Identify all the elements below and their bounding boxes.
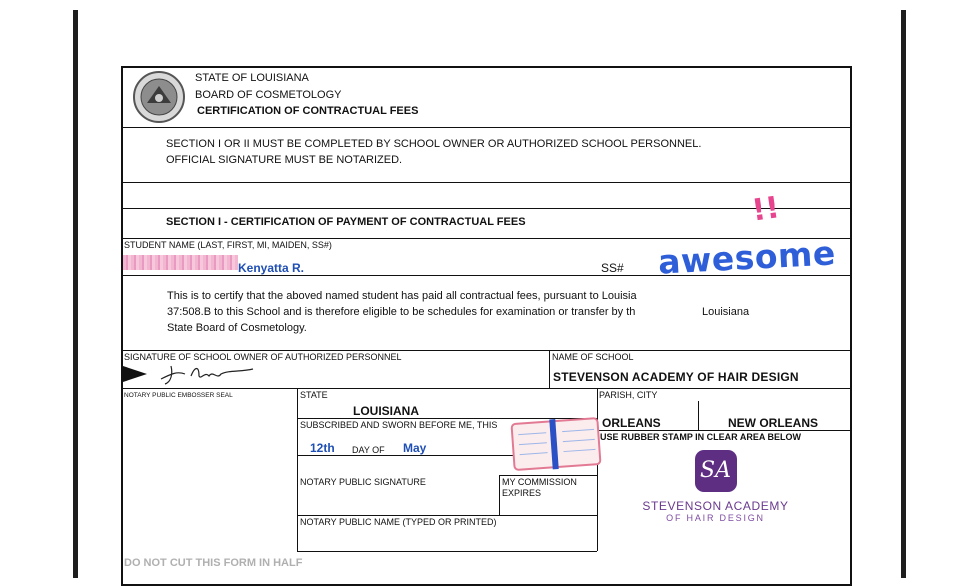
city-value: NEW ORLEANS bbox=[728, 416, 818, 430]
month-value: May bbox=[403, 441, 427, 455]
school-name: STEVENSON ACADEMY OF HAIR DESIGN bbox=[553, 370, 799, 384]
form-title: CERTIFICATION OF CONTRACTUAL FEES bbox=[197, 105, 419, 117]
parish-value: ORLEANS bbox=[602, 416, 661, 430]
divider bbox=[123, 208, 852, 209]
student-first-name: Kenyatta R. bbox=[238, 261, 305, 275]
divider bbox=[123, 350, 852, 351]
certification-line-2-end: Louisiana bbox=[702, 306, 750, 318]
notebook-sticker bbox=[509, 413, 605, 475]
school-name-label: NAME OF SCHOOL bbox=[552, 352, 634, 362]
divider bbox=[597, 430, 852, 431]
handwritten-signature bbox=[159, 362, 255, 386]
instruction-line-1: SECTION I OR II MUST BE COMPLETED BY SCHOOL OWNER OR AUTHORIZED SCHOOL PERSONNEL. bbox=[166, 138, 702, 150]
right-border-bar bbox=[901, 10, 906, 578]
notary-seal-label: NOTARY PUBLIC EMBOSSER SEAL bbox=[124, 392, 233, 399]
notary-signature-label: NOTARY PUBLIC SIGNATURE bbox=[300, 477, 426, 487]
state-seal-icon bbox=[132, 70, 186, 124]
day-of-label: DAY OF bbox=[352, 445, 385, 455]
academy-logo bbox=[618, 450, 813, 532]
certification-line-1: This is to certify that the aboved named student has paid all contractual fees, pursuant to Louisia bbox=[167, 290, 637, 302]
divider bbox=[499, 475, 500, 515]
state-label: STATE bbox=[300, 390, 328, 400]
student-name-label: STUDENT NAME (LAST, FIRST, MI, MAIDEN, SS#) bbox=[124, 240, 332, 250]
parish-city-label: PARISH, CITY bbox=[599, 390, 658, 400]
ss-label: SS# bbox=[601, 261, 624, 275]
academy-monogram-icon: SA bbox=[695, 450, 737, 492]
commission-label-2: EXPIRES bbox=[502, 488, 542, 498]
section-1-title: SECTION I - CERTIFICATION OF PAYMENT OF CONTRACTUAL FEES bbox=[166, 216, 526, 228]
certification-line-2: 37:508.B to this School and is therefore eligible to be schedules for examination or transfer by th bbox=[167, 306, 636, 318]
awesome-sticker: awesome bbox=[657, 233, 837, 282]
divider bbox=[698, 401, 699, 431]
sworn-label: SUBSCRIBED AND SWORN BEFORE ME, THIS bbox=[300, 420, 498, 430]
signature-label: SIGNATURE OF SCHOOL OWNER OF AUTHORIZED PERSONNEL bbox=[124, 352, 402, 362]
board-name: BOARD OF COSMETOLOGY bbox=[195, 89, 342, 101]
certification-line-3: State Board of Cosmetology. bbox=[167, 322, 307, 334]
divider bbox=[297, 388, 298, 551]
instruction-line-2: OFFICIAL SIGNATURE MUST BE NOTARIZED. bbox=[166, 154, 403, 166]
day-value: 12th bbox=[310, 441, 335, 455]
footer-note: DO NOT CUT THIS FORM IN HALF bbox=[124, 557, 303, 569]
commission-label-1: MY COMMISSION bbox=[502, 477, 577, 487]
signature-arrow-icon bbox=[123, 365, 149, 383]
divider bbox=[549, 350, 550, 388]
divider bbox=[297, 515, 597, 516]
divider bbox=[499, 475, 597, 476]
redacted-name bbox=[123, 255, 238, 270]
academy-logo-subtitle: OF HAIR DESIGN bbox=[666, 513, 765, 523]
divider bbox=[297, 551, 597, 552]
left-border-bar bbox=[73, 10, 78, 578]
state-value: LOUISIANA bbox=[353, 404, 419, 418]
divider bbox=[123, 182, 852, 183]
rubber-stamp-label: USE RUBBER STAMP IN CLEAR AREA BELOW bbox=[600, 432, 802, 442]
divider bbox=[123, 127, 852, 128]
certification-form bbox=[121, 66, 852, 586]
divider bbox=[123, 388, 852, 389]
academy-logo-name: STEVENSON ACADEMY bbox=[642, 499, 789, 513]
sticker-exclamations: !! bbox=[749, 190, 782, 229]
state-name: STATE OF LOUISIANA bbox=[195, 72, 309, 84]
notary-name-label: NOTARY PUBLIC NAME (TYPED OR PRINTED) bbox=[300, 517, 497, 527]
